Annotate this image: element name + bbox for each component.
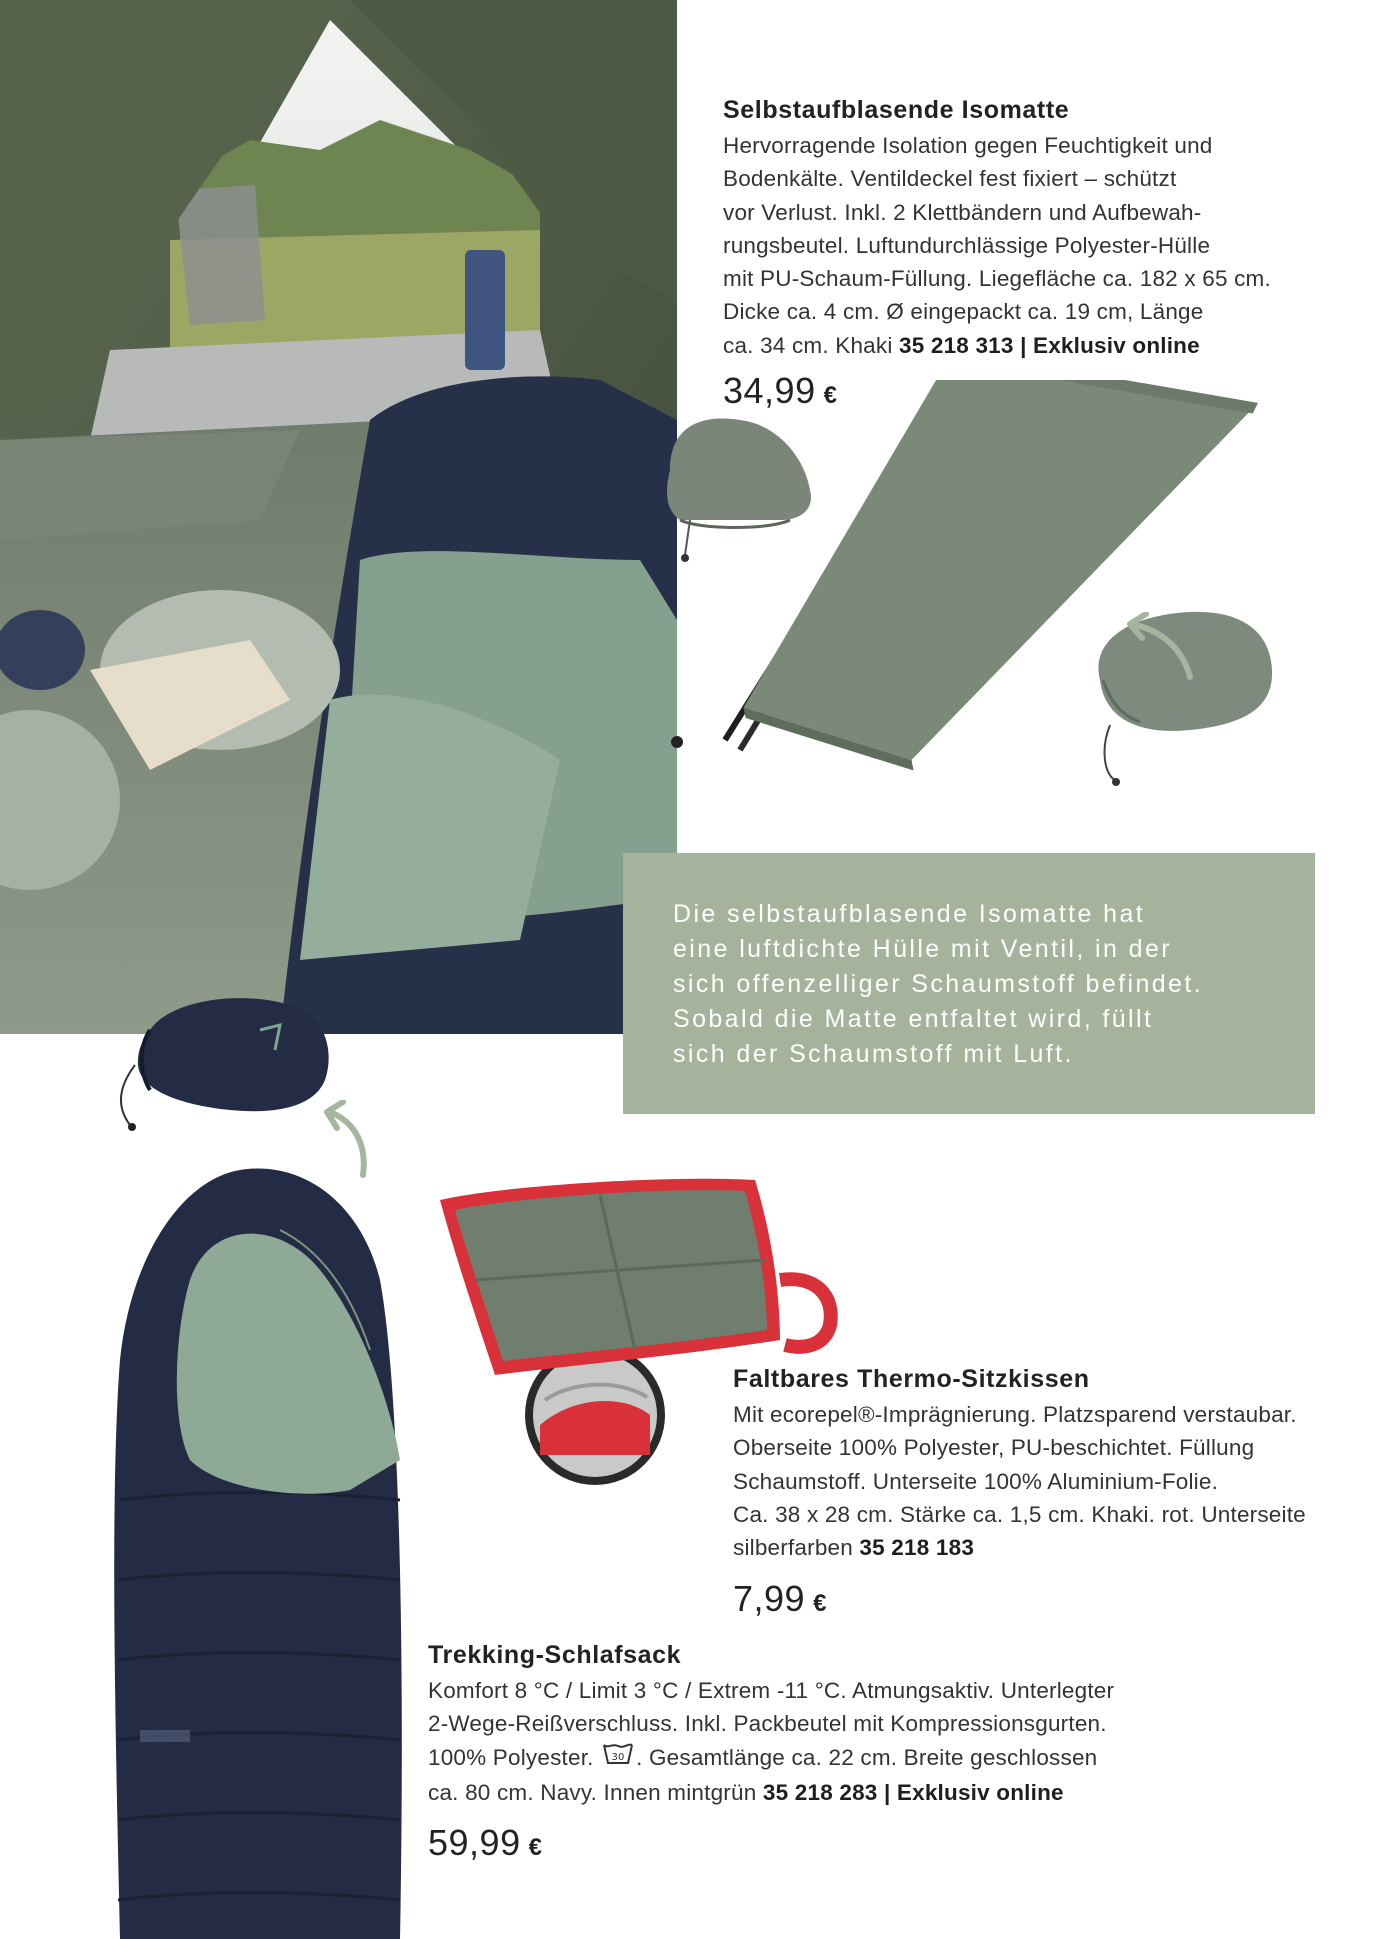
curved-arrow-icon <box>1120 612 1200 682</box>
sitzkissen-price <box>733 1578 1353 1620</box>
isomatte-price <box>723 370 1343 412</box>
desc-line: 2-Wege-Reißverschluss. Inkl. Packbeutel mit Kompressionsgurten. <box>428 1711 1107 1737</box>
sitzkissen-product-block <box>733 1365 1353 1620</box>
isomatte-product-image <box>610 380 1330 850</box>
desc-text: . Gesamtlänge ca. 22 cm. Breite geschlossen <box>636 1744 1098 1770</box>
desc-text: 100% Polyester. <box>428 1744 601 1770</box>
info-line: Die selbstaufblasende Isomatte hat <box>673 900 1146 928</box>
sitzkissen-title: Faltbares Thermo-Sitzkissen <box>733 1365 1090 1393</box>
isomatte-title: Selbstaufblasende Isomatte <box>723 96 1070 124</box>
desc-line <box>428 1741 1328 1777</box>
schlafsack-product-block <box>428 1641 1328 1864</box>
desc-line: Ca. 38 x 28 cm. Stärke ca. 1,5 cm. Khaki. rot. Unterseite <box>733 1501 1306 1527</box>
isomatte-description <box>723 129 1343 362</box>
washing-temperature: 30 <box>611 1752 625 1763</box>
isomatte-product-block <box>723 96 1343 412</box>
info-line: sich offenzelliger Schaumstoff befindet. <box>673 970 1204 998</box>
article-number: 35 218 183 <box>859 1535 975 1561</box>
desc-line: Dicke ca. 4 cm. Ø eingepackt ca. 19 cm, Länge <box>723 299 1204 325</box>
price-value: 59,99 <box>428 1821 521 1863</box>
desc-line: rungsbeutel. Luftundurchlässige Polyester-Hülle <box>723 232 1211 258</box>
schlafsack-description <box>428 1674 1328 1810</box>
desc-line: Hervorragende Isolation gegen Feuchtigkeit und <box>723 133 1213 158</box>
desc-text: silberfarben <box>733 1535 860 1561</box>
desc-line <box>428 1776 1328 1809</box>
desc-line: Komfort 8 °C / Limit 3 °C / Extrem -11 °C. Atmungsaktiv. Unterlegter <box>428 1678 1115 1703</box>
desc-text: ca. 34 cm. Khaki <box>723 332 899 358</box>
article-number: 35 218 313 <box>898 332 1014 358</box>
info-box <box>623 853 1315 1114</box>
exclusive-online-label: Exklusiv online <box>896 1780 1064 1806</box>
sleeping-bag-image <box>100 1160 420 1939</box>
info-box-text <box>673 897 1275 1072</box>
desc-line: Schaumstoff. Unterseite 100% Aluminium-Folie. <box>733 1468 1219 1494</box>
desc-line: Mit ecorepel®-Imprägnierung. Platzsparend verstaubar. <box>733 1402 1297 1427</box>
price-currency: € <box>813 1590 827 1618</box>
price-value: 7,99 <box>733 1578 806 1620</box>
desc-line: Oberseite 100% Polyester, PU-beschichtet. Füllung <box>733 1435 1255 1461</box>
info-line: eine luftdichte Hülle mit Ventil, in der <box>673 935 1172 963</box>
price-currency: € <box>823 382 837 410</box>
desc-text: ca. 80 cm. Navy. Innen mintgrün <box>428 1780 763 1806</box>
desc-line <box>723 329 1343 362</box>
packed-sleeping-bag-image <box>110 990 340 1140</box>
sitzkissen-description <box>733 1398 1353 1564</box>
desc-line: vor Verlust. Inkl. 2 Klettbändern und Aufbewah- <box>723 199 1202 225</box>
article-number: 35 218 283 <box>762 1780 878 1806</box>
desc-line: mit PU-Schaum-Füllung. Liegefläche ca. 182 x 65 cm. <box>723 266 1271 292</box>
price-currency: € <box>528 1833 542 1861</box>
desc-line: Bodenkälte. Ventildeckel fest fixiert – schützt <box>723 166 1177 192</box>
separator: | <box>1020 332 1027 358</box>
exclusive-online-label: Exklusiv online <box>1033 332 1200 358</box>
schlafsack-price <box>428 1822 1328 1864</box>
desc-line <box>733 1531 1353 1564</box>
separator: | <box>883 1780 891 1806</box>
tent-interior-photo <box>0 0 677 1034</box>
washing-30-icon <box>602 1741 634 1776</box>
info-line: Sobald die Matte entfaltet wird, füllt <box>673 1005 1154 1033</box>
info-line: sich der Schaumstoff mit Luft. <box>673 1040 1074 1068</box>
schlafsack-title: Trekking-Schlafsack <box>428 1641 682 1669</box>
price-value: 34,99 <box>723 370 816 412</box>
